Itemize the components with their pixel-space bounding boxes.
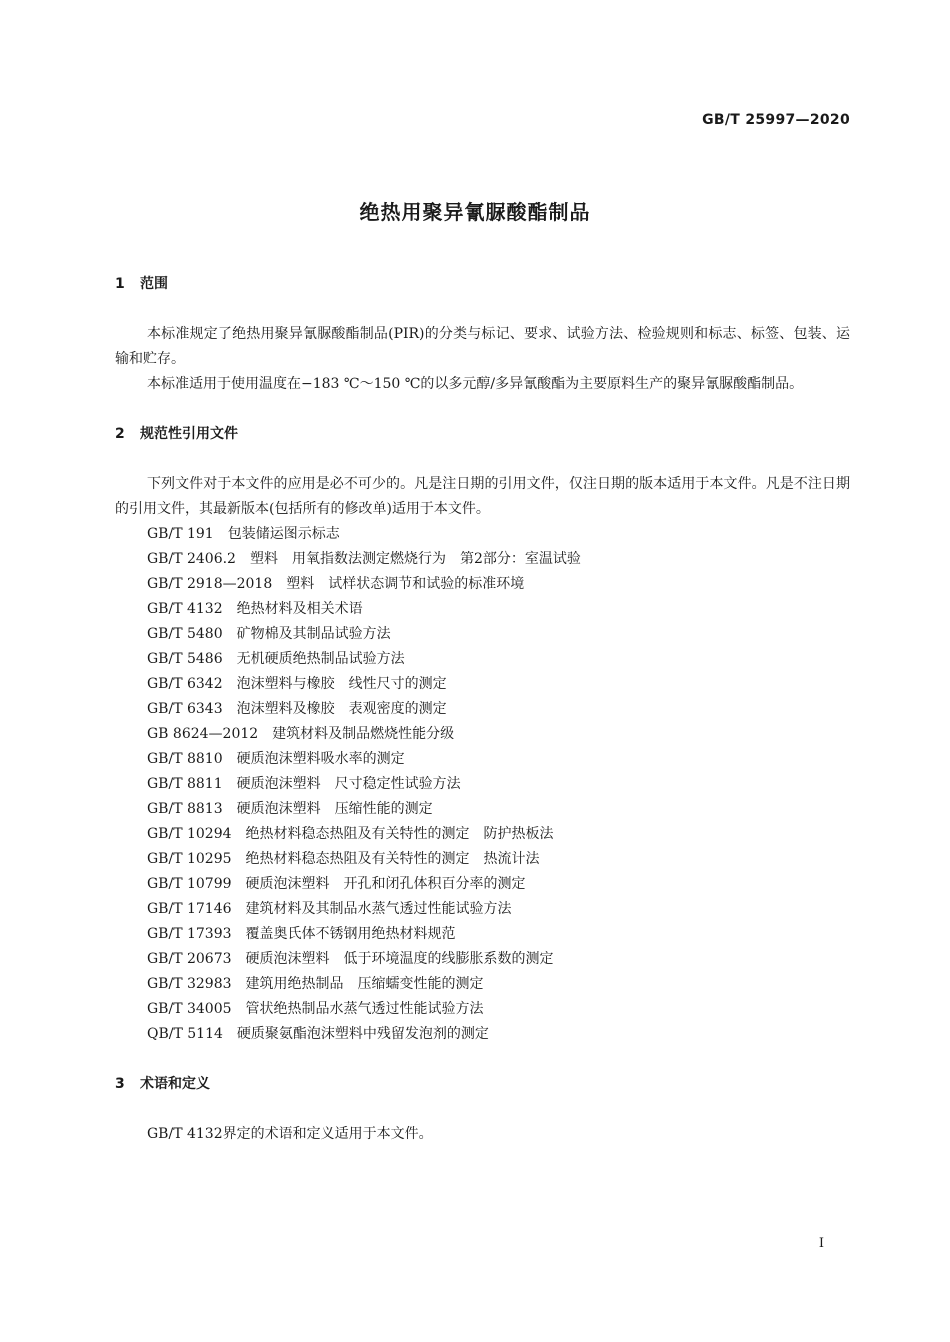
section-title: 范围 bbox=[140, 276, 168, 292]
reference-code: GB/T 8810 bbox=[147, 751, 223, 767]
reference-code: GB/T 6342 bbox=[147, 676, 223, 692]
section-heading-terms-and-definitions bbox=[115, 1072, 850, 1097]
reference-title: 塑料 试样状态调节和试验的标准环境 bbox=[286, 576, 525, 592]
reference-item bbox=[115, 622, 850, 647]
document-title: 绝热用聚异氰脲酸酯制品 bbox=[359, 200, 591, 224]
reference-title: 建筑用绝热制品 压缩蠕变性能的测定 bbox=[245, 976, 484, 992]
reference-item bbox=[115, 922, 850, 947]
reference-item bbox=[115, 822, 850, 847]
reference-code: GB/T 10295 bbox=[147, 851, 232, 867]
reference-title: 泡沫塑料及橡胶 表观密度的测定 bbox=[236, 701, 447, 717]
section-title: 术语和定义 bbox=[140, 1076, 210, 1092]
reference-item bbox=[115, 797, 850, 822]
reference-item bbox=[115, 872, 850, 897]
reference-title: 建筑材料及其制品水蒸气透过性能试验方法 bbox=[245, 901, 512, 917]
reference-title: 绝热材料稳态热阻及有关特性的测定 热流计法 bbox=[245, 851, 540, 867]
reference-code: GB/T 17393 bbox=[147, 926, 232, 942]
reference-code: GB/T 8811 bbox=[147, 776, 223, 792]
section-number: 2 bbox=[115, 426, 125, 442]
reference-title: 覆盖奥氏体不锈钢用绝热材料规范 bbox=[245, 926, 456, 942]
page-number: I bbox=[818, 1236, 824, 1251]
standard-code: GB/T 25997—2020 bbox=[702, 112, 850, 128]
paragraph: GB/T 4132界定的术语和定义适用于本文件。 bbox=[147, 1126, 433, 1142]
reference-item bbox=[115, 947, 850, 972]
reference-code: GB/T 10799 bbox=[147, 876, 232, 892]
reference-title: 硬质聚氨酯泡沫塑料中残留发泡剂的测定 bbox=[236, 1026, 489, 1042]
section-title: 规范性引用文件 bbox=[140, 426, 238, 442]
reference-item bbox=[115, 597, 850, 622]
paragraph: 本标准适用于使用温度在−183 ℃～150 ℃的以多元醇/多异氰酸酯为主要原料生产的聚异氰脲酸酯制品。 bbox=[147, 376, 804, 392]
reference-code: GB/T 2406.2 bbox=[147, 551, 236, 567]
paragraph: 下列文件对于本文件的应用是必不可少的。凡是注日期的引用文件，仅注日期的版本适用于本文件。凡是不注日期的引用文件，其最新版本(包括所有的修改单)适用于本文件。 bbox=[115, 476, 850, 517]
reference-title: 硬质泡沫塑料吸水率的测定 bbox=[236, 751, 405, 767]
reference-item bbox=[115, 997, 850, 1022]
reference-item bbox=[115, 747, 850, 772]
reference-code: GB/T 191 bbox=[147, 526, 214, 542]
paragraph: 本标准规定了绝热用聚异氰脲酸酯制品(PIR)的分类与标记、要求、试验方法、检验规则和标志、标签、包装、运输和贮存。 bbox=[115, 326, 850, 367]
reference-item bbox=[115, 522, 850, 547]
document-body bbox=[115, 272, 850, 1147]
reference-item bbox=[115, 972, 850, 997]
reference-code: GB/T 2918—2018 bbox=[147, 576, 273, 592]
reference-item bbox=[115, 1022, 850, 1047]
reference-code: GB/T 20673 bbox=[147, 951, 232, 967]
reference-title: 矿物棉及其制品试验方法 bbox=[236, 626, 391, 642]
reference-title: 硬质泡沫塑料 低于环境温度的线膨胀系数的测定 bbox=[245, 951, 554, 967]
reference-title: 塑料 用氧指数法测定燃烧行为 第2部分：室温试验 bbox=[249, 551, 581, 567]
reference-code: GB/T 17146 bbox=[147, 901, 232, 917]
reference-item bbox=[115, 847, 850, 872]
reference-item bbox=[115, 547, 850, 572]
reference-item bbox=[115, 572, 850, 597]
reference-code: QB/T 5114 bbox=[147, 1026, 223, 1042]
reference-code: GB/T 10294 bbox=[147, 826, 232, 842]
reference-code: GB/T 5480 bbox=[147, 626, 223, 642]
reference-code: GB/T 6343 bbox=[147, 701, 223, 717]
reference-title: 管状绝热制品水蒸气透过性能试验方法 bbox=[245, 1001, 484, 1017]
reference-code: GB/T 34005 bbox=[147, 1001, 232, 1017]
reference-code: GB/T 4132 bbox=[147, 601, 223, 617]
reference-item bbox=[115, 772, 850, 797]
section-heading-scope bbox=[115, 272, 850, 297]
section-number: 3 bbox=[115, 1076, 125, 1092]
reference-item bbox=[115, 722, 850, 747]
reference-code: GB/T 32983 bbox=[147, 976, 232, 992]
reference-item bbox=[115, 697, 850, 722]
reference-code: GB/T 5486 bbox=[147, 651, 223, 667]
reference-title: 无机硬质绝热制品试验方法 bbox=[236, 651, 405, 667]
reference-title: 建筑材料及制品燃烧性能分级 bbox=[272, 726, 455, 742]
reference-title: 硬质泡沫塑料 尺寸稳定性试验方法 bbox=[236, 776, 461, 792]
reference-code: GB/T 8813 bbox=[147, 801, 223, 817]
reference-title: 包装储运图示标志 bbox=[227, 526, 340, 542]
reference-list bbox=[115, 522, 850, 1047]
reference-title: 硬质泡沫塑料 压缩性能的测定 bbox=[236, 801, 433, 817]
reference-title: 泡沫塑料与橡胶 线性尺寸的测定 bbox=[236, 676, 447, 692]
reference-title: 绝热材料稳态热阻及有关特性的测定 防护热板法 bbox=[245, 826, 554, 842]
reference-item bbox=[115, 672, 850, 697]
reference-code: GB 8624—2012 bbox=[147, 726, 259, 742]
reference-item bbox=[115, 647, 850, 672]
section-heading-normative-references bbox=[115, 422, 850, 447]
reference-title: 绝热材料及相关术语 bbox=[236, 601, 363, 617]
section-number: 1 bbox=[115, 276, 125, 292]
reference-title: 硬质泡沫塑料 开孔和闭孔体积百分率的测定 bbox=[245, 876, 526, 892]
reference-item bbox=[115, 897, 850, 922]
